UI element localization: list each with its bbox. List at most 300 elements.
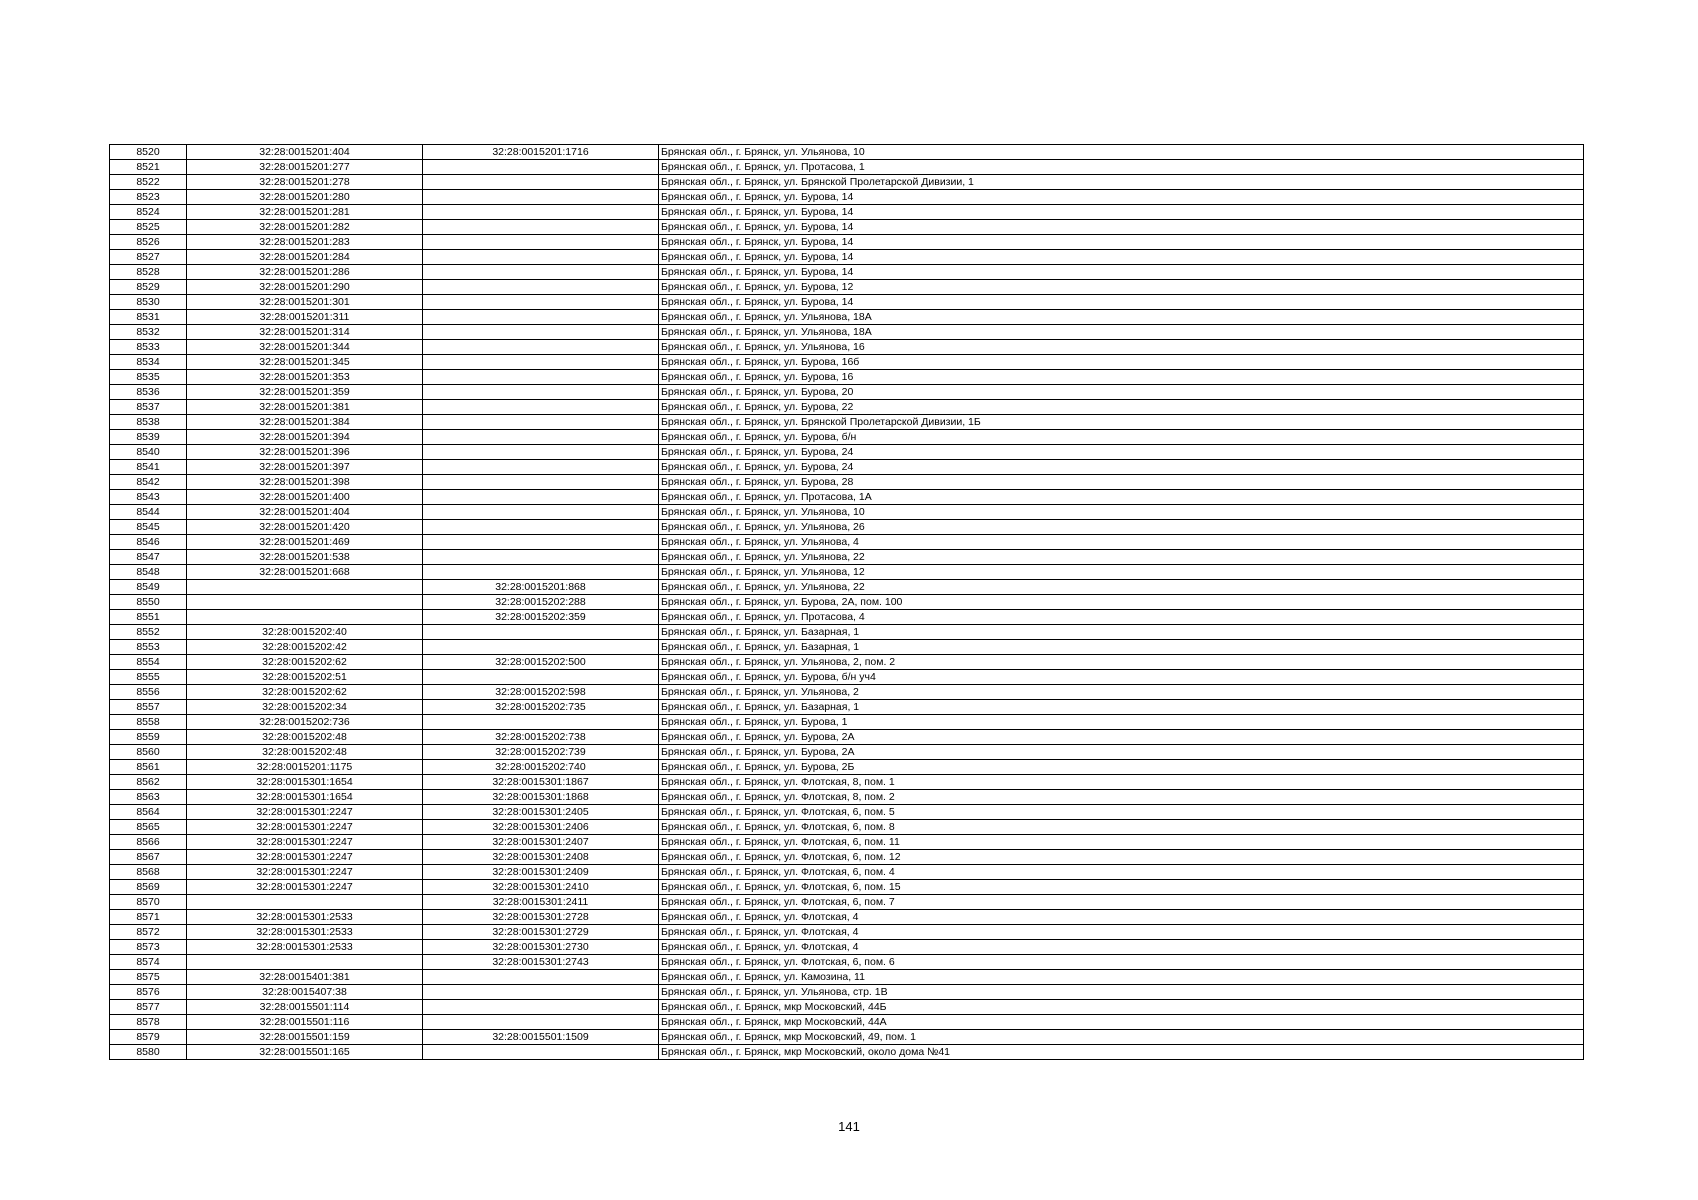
address-cell: Брянская обл., г. Брянск, ул. Протасова, 1 [659,160,1584,175]
object-number-cell: 32:28:0015301:2406 [423,820,659,835]
table-row [110,445,1584,460]
address-cell: Брянская обл., г. Брянск, ул. Ульянова, 22 [659,550,1584,565]
table-row [110,775,1584,790]
address-cell: Брянская обл., г. Брянск, ул. Бурова, 2А [659,730,1584,745]
address-cell: Брянская обл., г. Брянск, ул. Флотская, 8, пом. 2 [659,790,1584,805]
row-number-cell: 8561 [110,760,187,775]
table-row [110,460,1584,475]
address-cell: Брянская обл., г. Брянск, ул. Бурова, 24 [659,460,1584,475]
row-number-cell: 8548 [110,565,187,580]
address-cell: Брянская обл., г. Брянск, ул. Флотская, 6, пом. 11 [659,835,1584,850]
object-number-cell [423,400,659,415]
parcel-number-cell: 32:28:0015201:359 [187,385,423,400]
address-cell: Брянская обл., г. Брянск, ул. Ульянова, 12 [659,565,1584,580]
object-number-cell: 32:28:0015202:740 [423,760,659,775]
address-cell: Брянская обл., г. Брянск, ул. Бурова, 14 [659,235,1584,250]
parcel-number-cell: 32:28:0015201:290 [187,280,423,295]
parcel-number-cell: 32:28:0015201:538 [187,550,423,565]
parcel-number-cell: 32:28:0015202:40 [187,625,423,640]
parcel-number-cell: 32:28:0015201:400 [187,490,423,505]
object-number-cell: 32:28:0015301:2743 [423,955,659,970]
table-row [110,745,1584,760]
row-number-cell: 8535 [110,370,187,385]
parcel-number-cell: 32:28:0015201:469 [187,535,423,550]
table-row [110,295,1584,310]
table-row [110,490,1584,505]
row-number-cell: 8527 [110,250,187,265]
address-cell: Брянская обл., г. Брянск, ул. Флотская, 6, пом. 8 [659,820,1584,835]
parcel-number-cell: 32:28:0015501:116 [187,1015,423,1030]
row-number-cell: 8530 [110,295,187,310]
row-number-cell: 8569 [110,880,187,895]
parcel-number-cell: 32:28:0015202:42 [187,640,423,655]
table-row [110,550,1584,565]
table-row [110,865,1584,880]
table-row [110,790,1584,805]
row-number-cell: 8565 [110,820,187,835]
parcel-number-cell: 32:28:0015201:404 [187,505,423,520]
object-number-cell: 32:28:0015202:739 [423,745,659,760]
table-row [110,595,1584,610]
parcel-number-cell: 32:28:0015201:311 [187,310,423,325]
object-number-cell: 32:28:0015301:2408 [423,850,659,865]
parcel-number-cell: 32:28:0015301:2247 [187,865,423,880]
parcel-number-cell: 32:28:0015201:277 [187,160,423,175]
table-row [110,685,1584,700]
object-number-cell [423,415,659,430]
parcel-number-cell: 32:28:0015301:2247 [187,835,423,850]
object-number-cell [423,310,659,325]
table-row [110,400,1584,415]
page-number: 141 [838,1119,860,1134]
row-number-cell: 8538 [110,415,187,430]
row-number-cell: 8537 [110,400,187,415]
table-row [110,235,1584,250]
table-row [110,1030,1584,1045]
object-number-cell [423,295,659,310]
table-row [110,730,1584,745]
parcel-number-cell: 32:28:0015201:286 [187,265,423,280]
parcel-number-cell [187,955,423,970]
row-number-cell: 8523 [110,190,187,205]
address-cell: Брянская обл., г. Брянск, ул. Флотская, 8, пом. 1 [659,775,1584,790]
object-number-cell: 32:28:0015201:868 [423,580,659,595]
parcel-number-cell: 32:28:0015202:62 [187,655,423,670]
table-row [110,535,1584,550]
row-number-cell: 8570 [110,895,187,910]
row-number-cell: 8545 [110,520,187,535]
object-number-cell [423,985,659,1000]
object-number-cell [423,355,659,370]
row-number-cell: 8551 [110,610,187,625]
address-cell: Брянская обл., г. Брянск, ул. Ульянова, 4 [659,535,1584,550]
table-row [110,970,1584,985]
object-number-cell [423,1000,659,1015]
table-row [110,940,1584,955]
table-row [110,760,1584,775]
parcel-number-cell: 32:28:0015501:159 [187,1030,423,1045]
object-number-cell [423,280,659,295]
parcel-number-cell: 32:28:0015201:1175 [187,760,423,775]
address-cell: Брянская обл., г. Брянск, ул. Бурова, 24 [659,445,1584,460]
table-row [110,520,1584,535]
parcel-number-cell: 32:28:0015201:384 [187,415,423,430]
address-cell: Брянская обл., г. Брянск, ул. Бурова, 2А, пом. 100 [659,595,1584,610]
parcel-number-cell: 32:28:0015401:381 [187,970,423,985]
parcel-number-cell [187,895,423,910]
address-cell: Брянская обл., г. Брянск, ул. Бурова, 20 [659,385,1584,400]
object-number-cell: 32:28:0015202:735 [423,700,659,715]
address-cell: Брянская обл., г. Брянск, ул. Бурова, 14 [659,205,1584,220]
parcel-number-cell: 32:28:0015202:48 [187,745,423,760]
table-row [110,1015,1584,1030]
object-number-cell [423,670,659,685]
table-row [110,955,1584,970]
row-number-cell: 8533 [110,340,187,355]
object-number-cell: 32:28:0015301:2407 [423,835,659,850]
table-row [110,985,1584,1000]
object-number-cell [423,250,659,265]
table-row [110,895,1584,910]
table-row [110,1045,1584,1060]
registry-table-body [110,145,1584,1060]
parcel-number-cell: 32:28:0015201:668 [187,565,423,580]
parcel-number-cell: 32:28:0015201:394 [187,430,423,445]
table-row [110,370,1584,385]
object-number-cell [423,265,659,280]
address-cell: Брянская обл., г. Брянск, ул. Флотская, 6, пом. 5 [659,805,1584,820]
row-number-cell: 8578 [110,1015,187,1030]
object-number-cell [423,640,659,655]
object-number-cell: 32:28:0015301:1867 [423,775,659,790]
object-number-cell [423,475,659,490]
row-number-cell: 8541 [110,460,187,475]
object-number-cell [423,535,659,550]
address-cell: Брянская обл., г. Брянск, ул. Флотская, 6, пом. 6 [659,955,1584,970]
address-cell: Брянская обл., г. Брянск, ул. Базарная, 1 [659,700,1584,715]
object-number-cell [423,325,659,340]
parcel-number-cell: 32:28:0015407:38 [187,985,423,1000]
row-number-cell: 8546 [110,535,187,550]
row-number-cell: 8521 [110,160,187,175]
object-number-cell [423,445,659,460]
table-row [110,205,1584,220]
address-cell: Брянская обл., г. Брянск, ул. Камозина, 11 [659,970,1584,985]
object-number-cell: 32:28:0015201:1716 [423,145,659,160]
address-cell: Брянская обл., г. Брянск, ул. Бурова, 28 [659,475,1584,490]
address-cell: Брянская обл., г. Брянск, мкр Московский, 49, пом. 1 [659,1030,1584,1045]
table-row [110,805,1584,820]
table-row [110,625,1584,640]
object-number-cell: 32:28:0015301:1868 [423,790,659,805]
table-row [110,880,1584,895]
table-row [110,190,1584,205]
object-number-cell [423,190,659,205]
address-cell: Брянская обл., г. Брянск, ул. Бурова, 14 [659,250,1584,265]
address-cell: Брянская обл., г. Брянск, ул. Базарная, 1 [659,625,1584,640]
registry-table [109,144,1584,1060]
parcel-number-cell: 32:28:0015201:404 [187,145,423,160]
object-number-cell [423,235,659,250]
table-row [110,280,1584,295]
table-row [110,700,1584,715]
table-row [110,925,1584,940]
table-row [110,655,1584,670]
address-cell: Брянская обл., г. Брянск, ул. Ульянова, стр. 1В [659,985,1584,1000]
address-cell: Брянская обл., г. Брянск, ул. Ульянова, 2 [659,685,1584,700]
row-number-cell: 8526 [110,235,187,250]
row-number-cell: 8577 [110,1000,187,1015]
address-cell: Брянская обл., г. Брянск, мкр Московский, около дома №41 [659,1045,1584,1060]
row-number-cell: 8550 [110,595,187,610]
row-number-cell: 8564 [110,805,187,820]
parcel-number-cell: 32:28:0015201:398 [187,475,423,490]
address-cell: Брянская обл., г. Брянск, ул. Ульянова, 2, пом. 2 [659,655,1584,670]
object-number-cell: 32:28:0015301:2728 [423,910,659,925]
address-cell: Брянская обл., г. Брянск, ул. Бурова, 14 [659,220,1584,235]
row-number-cell: 8571 [110,910,187,925]
parcel-number-cell: 32:28:0015201:345 [187,355,423,370]
parcel-number-cell: 32:28:0015301:2247 [187,850,423,865]
table-row [110,385,1584,400]
row-number-cell: 8547 [110,550,187,565]
object-number-cell [423,205,659,220]
address-cell: Брянская обл., г. Брянск, ул. Ульянова, 26 [659,520,1584,535]
table-row [110,355,1584,370]
parcel-number-cell: 32:28:0015301:2247 [187,820,423,835]
object-number-cell: 32:28:0015202:288 [423,595,659,610]
row-number-cell: 8580 [110,1045,187,1060]
row-number-cell: 8574 [110,955,187,970]
table-row [110,250,1584,265]
row-number-cell: 8522 [110,175,187,190]
parcel-number-cell: 32:28:0015201:301 [187,295,423,310]
address-cell: Брянская обл., г. Брянск, ул. Базарная, 1 [659,640,1584,655]
table-row [110,715,1584,730]
table-row [110,565,1584,580]
object-number-cell [423,385,659,400]
row-number-cell: 8520 [110,145,187,160]
object-number-cell [423,520,659,535]
parcel-number-cell: 32:28:0015201:397 [187,460,423,475]
address-cell: Брянская обл., г. Брянск, ул. Ульянова, 10 [659,505,1584,520]
parcel-number-cell: 32:28:0015201:284 [187,250,423,265]
object-number-cell [423,430,659,445]
table-row [110,415,1584,430]
table-row [110,265,1584,280]
parcel-number-cell: 32:28:0015202:62 [187,685,423,700]
parcel-number-cell [187,580,423,595]
object-number-cell [423,1045,659,1060]
row-number-cell: 8559 [110,730,187,745]
parcel-number-cell: 32:28:0015301:1654 [187,775,423,790]
table-row [110,820,1584,835]
object-number-cell: 32:28:0015301:2405 [423,805,659,820]
row-number-cell: 8528 [110,265,187,280]
object-number-cell: 32:28:0015202:359 [423,610,659,625]
object-number-cell [423,1015,659,1030]
address-cell: Брянская обл., г. Брянск, ул. Бурова, б/н уч4 [659,670,1584,685]
table-row [110,580,1584,595]
parcel-number-cell [187,610,423,625]
table-row [110,430,1584,445]
row-number-cell: 8562 [110,775,187,790]
object-number-cell [423,340,659,355]
parcel-number-cell: 32:28:0015202:51 [187,670,423,685]
parcel-number-cell: 32:28:0015201:282 [187,220,423,235]
row-number-cell: 8544 [110,505,187,520]
address-cell: Брянская обл., г. Брянск, ул. Брянской Пролетарской Дивизии, 1Б [659,415,1584,430]
parcel-number-cell: 32:28:0015201:280 [187,190,423,205]
row-number-cell: 8552 [110,625,187,640]
object-number-cell: 32:28:0015202:500 [423,655,659,670]
row-number-cell: 8579 [110,1030,187,1045]
object-number-cell: 32:28:0015301:2729 [423,925,659,940]
object-number-cell: 32:28:0015202:738 [423,730,659,745]
row-number-cell: 8539 [110,430,187,445]
row-number-cell: 8549 [110,580,187,595]
parcel-number-cell: 32:28:0015301:2533 [187,925,423,940]
row-number-cell: 8557 [110,700,187,715]
table-row [110,220,1584,235]
row-number-cell: 8573 [110,940,187,955]
table-row [110,160,1584,175]
parcel-number-cell: 32:28:0015201:278 [187,175,423,190]
row-number-cell: 8554 [110,655,187,670]
parcel-number-cell: 32:28:0015202:34 [187,700,423,715]
table-row [110,325,1584,340]
table-row [110,1000,1584,1015]
address-cell: Брянская обл., г. Брянск, ул. Флотская, 4 [659,910,1584,925]
parcel-number-cell: 32:28:0015201:381 [187,400,423,415]
row-number-cell: 8532 [110,325,187,340]
row-number-cell: 8531 [110,310,187,325]
address-cell: Брянская обл., г. Брянск, мкр Московский, 44Б [659,1000,1584,1015]
address-cell: Брянская обл., г. Брянск, ул. Бурова, 14 [659,190,1584,205]
address-cell: Брянская обл., г. Брянск, ул. Бурова, 16б [659,355,1584,370]
row-number-cell: 8553 [110,640,187,655]
address-cell: Брянская обл., г. Брянск, ул. Ульянова, 18А [659,325,1584,340]
table-row [110,610,1584,625]
object-number-cell [423,505,659,520]
parcel-number-cell: 32:28:0015201:283 [187,235,423,250]
row-number-cell: 8560 [110,745,187,760]
row-number-cell: 8556 [110,685,187,700]
parcel-number-cell: 32:28:0015201:314 [187,325,423,340]
table-row [110,340,1584,355]
address-cell: Брянская обл., г. Брянск, ул. Бурова, 1 [659,715,1584,730]
parcel-number-cell: 32:28:0015301:1654 [187,790,423,805]
object-number-cell [423,625,659,640]
parcel-number-cell: 32:28:0015202:48 [187,730,423,745]
object-number-cell [423,175,659,190]
row-number-cell: 8543 [110,490,187,505]
object-number-cell [423,370,659,385]
address-cell: Брянская обл., г. Брянск, ул. Флотская, 6, пом. 7 [659,895,1584,910]
object-number-cell: 32:28:0015301:2411 [423,895,659,910]
object-number-cell: 32:28:0015301:2730 [423,940,659,955]
object-number-cell: 32:28:0015301:2409 [423,865,659,880]
address-cell: Брянская обл., г. Брянск, ул. Бурова, б/н [659,430,1584,445]
parcel-number-cell: 32:28:0015201:420 [187,520,423,535]
object-number-cell [423,550,659,565]
row-number-cell: 8572 [110,925,187,940]
address-cell: Брянская обл., г. Брянск, ул. Ульянова, 22 [659,580,1584,595]
parcel-number-cell: 32:28:0015201:344 [187,340,423,355]
row-number-cell: 8525 [110,220,187,235]
address-cell: Брянская обл., г. Брянск, ул. Флотская, 6, пом. 12 [659,850,1584,865]
parcel-number-cell: 32:28:0015201:353 [187,370,423,385]
row-number-cell: 8524 [110,205,187,220]
address-cell: Брянская обл., г. Брянск, ул. Бурова, 12 [659,280,1584,295]
address-cell: Брянская обл., г. Брянск, ул. Флотская, 4 [659,925,1584,940]
row-number-cell: 8540 [110,445,187,460]
object-number-cell: 32:28:0015202:598 [423,685,659,700]
row-number-cell: 8534 [110,355,187,370]
address-cell: Брянская обл., г. Брянск, ул. Ульянова, 10 [659,145,1584,160]
parcel-number-cell: 32:28:0015201:396 [187,445,423,460]
address-cell: Брянская обл., г. Брянск, ул. Ульянова, 16 [659,340,1584,355]
address-cell: Брянская обл., г. Брянск, ул. Флотская, 4 [659,940,1584,955]
parcel-number-cell: 32:28:0015301:2533 [187,910,423,925]
address-cell: Брянская обл., г. Брянск, ул. Бурова, 2Б [659,760,1584,775]
row-number-cell: 8555 [110,670,187,685]
address-cell: Брянская обл., г. Брянск, ул. Протасова, 4 [659,610,1584,625]
address-cell: Брянская обл., г. Брянск, ул. Бурова, 16 [659,370,1584,385]
object-number-cell [423,160,659,175]
table-row [110,850,1584,865]
parcel-number-cell: 32:28:0015301:2533 [187,940,423,955]
object-number-cell [423,460,659,475]
row-number-cell: 8558 [110,715,187,730]
row-number-cell: 8567 [110,850,187,865]
address-cell: Брянская обл., г. Брянск, ул. Протасова, 1А [659,490,1584,505]
table-row [110,910,1584,925]
table-row [110,175,1584,190]
object-number-cell [423,220,659,235]
address-cell: Брянская обл., г. Брянск, ул. Брянской Пролетарской Дивизии, 1 [659,175,1584,190]
address-cell: Брянская обл., г. Брянск, мкр Московский, 44А [659,1015,1584,1030]
row-number-cell: 8566 [110,835,187,850]
row-number-cell: 8575 [110,970,187,985]
table-row [110,670,1584,685]
row-number-cell: 8542 [110,475,187,490]
row-number-cell: 8536 [110,385,187,400]
row-number-cell: 8576 [110,985,187,1000]
parcel-number-cell: 32:28:0015301:2247 [187,805,423,820]
table-row [110,475,1584,490]
object-number-cell: 32:28:0015501:1509 [423,1030,659,1045]
row-number-cell: 8568 [110,865,187,880]
address-cell: Брянская обл., г. Брянск, ул. Бурова, 14 [659,265,1584,280]
address-cell: Брянская обл., г. Брянск, ул. Бурова, 2А [659,745,1584,760]
object-number-cell [423,970,659,985]
table-row [110,145,1584,160]
parcel-number-cell [187,595,423,610]
parcel-number-cell: 32:28:0015501:114 [187,1000,423,1015]
table-row [110,640,1584,655]
address-cell: Брянская обл., г. Брянск, ул. Флотская, 6, пом. 15 [659,880,1584,895]
parcel-number-cell: 32:28:0015501:165 [187,1045,423,1060]
row-number-cell: 8529 [110,280,187,295]
table-row [110,505,1584,520]
address-cell: Брянская обл., г. Брянск, ул. Ульянова, 18А [659,310,1584,325]
object-number-cell: 32:28:0015301:2410 [423,880,659,895]
table-row [110,310,1584,325]
address-cell: Брянская обл., г. Брянск, ул. Бурова, 14 [659,295,1584,310]
object-number-cell [423,715,659,730]
address-cell: Брянская обл., г. Брянск, ул. Бурова, 22 [659,400,1584,415]
